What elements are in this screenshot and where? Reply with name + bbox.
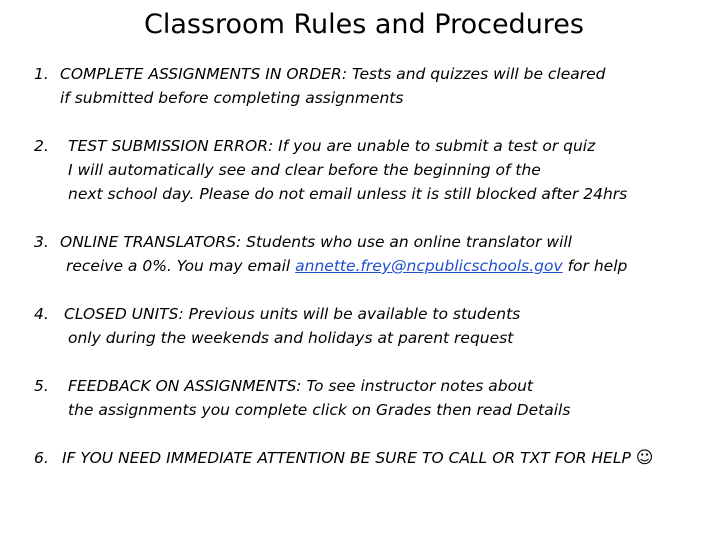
rule-item-5 [34,374,724,422]
rule-text-line: next school day. Please do not email unless it is still blocked after 24hrs [68,185,628,203]
rule-text-line: if submitted before completing assignments [60,89,404,107]
email-link[interactable]: annette.frey@ncpublicschools.gov [295,257,563,275]
rule-number: 6. [34,449,49,467]
rule-text-line: I will automatically see and clear before the beginning of the [68,161,541,179]
rule-number: 1. [34,65,49,83]
rule-item-2 [34,134,724,206]
rule-item-4 [34,302,724,350]
page-title: Classroom Rules and Procedures [144,9,584,40]
email-suffix-text: for help [562,257,628,275]
rule-text-line: ONLINE TRANSLATORS: Students who use an online translator will [60,233,572,251]
rule-item-1 [34,62,724,110]
rule-text-line [34,446,724,470]
smiley-icon: ☺ [635,448,654,468]
rule-text-line: only during the weekends and holidays at parent request [68,329,514,347]
rule-text-line: FEEDBACK ON ASSIGNMENTS: To see instructor notes about [68,377,533,395]
rule-number: 3. [34,233,49,251]
rule-number: 5. [34,377,49,395]
rule-text-line: COMPLETE ASSIGNMENTS IN ORDER: Tests and quizzes will be cleared [60,65,606,83]
rule-number: 2. [34,137,49,155]
rule-text-line-with-email [34,254,724,278]
rules-list [34,62,724,494]
email-prefix-text: receive a 0%. You may email [66,257,296,275]
rule-text-line: TEST SUBMISSION ERROR: If you are unable to submit a test or quiz [68,137,596,155]
rule-item-3 [34,230,724,278]
rule-text-line: CLOSED UNITS: Previous units will be available to students [64,305,521,323]
rule-item-6 [34,446,724,470]
rule-text-line: the assignments you complete click on Grades then read Details [68,401,571,419]
rule-number: 4. [34,305,49,323]
rule-text: IF YOU NEED IMMEDIATE ATTENTION BE SURE TO CALL OR TXT FOR HELP [62,449,631,467]
